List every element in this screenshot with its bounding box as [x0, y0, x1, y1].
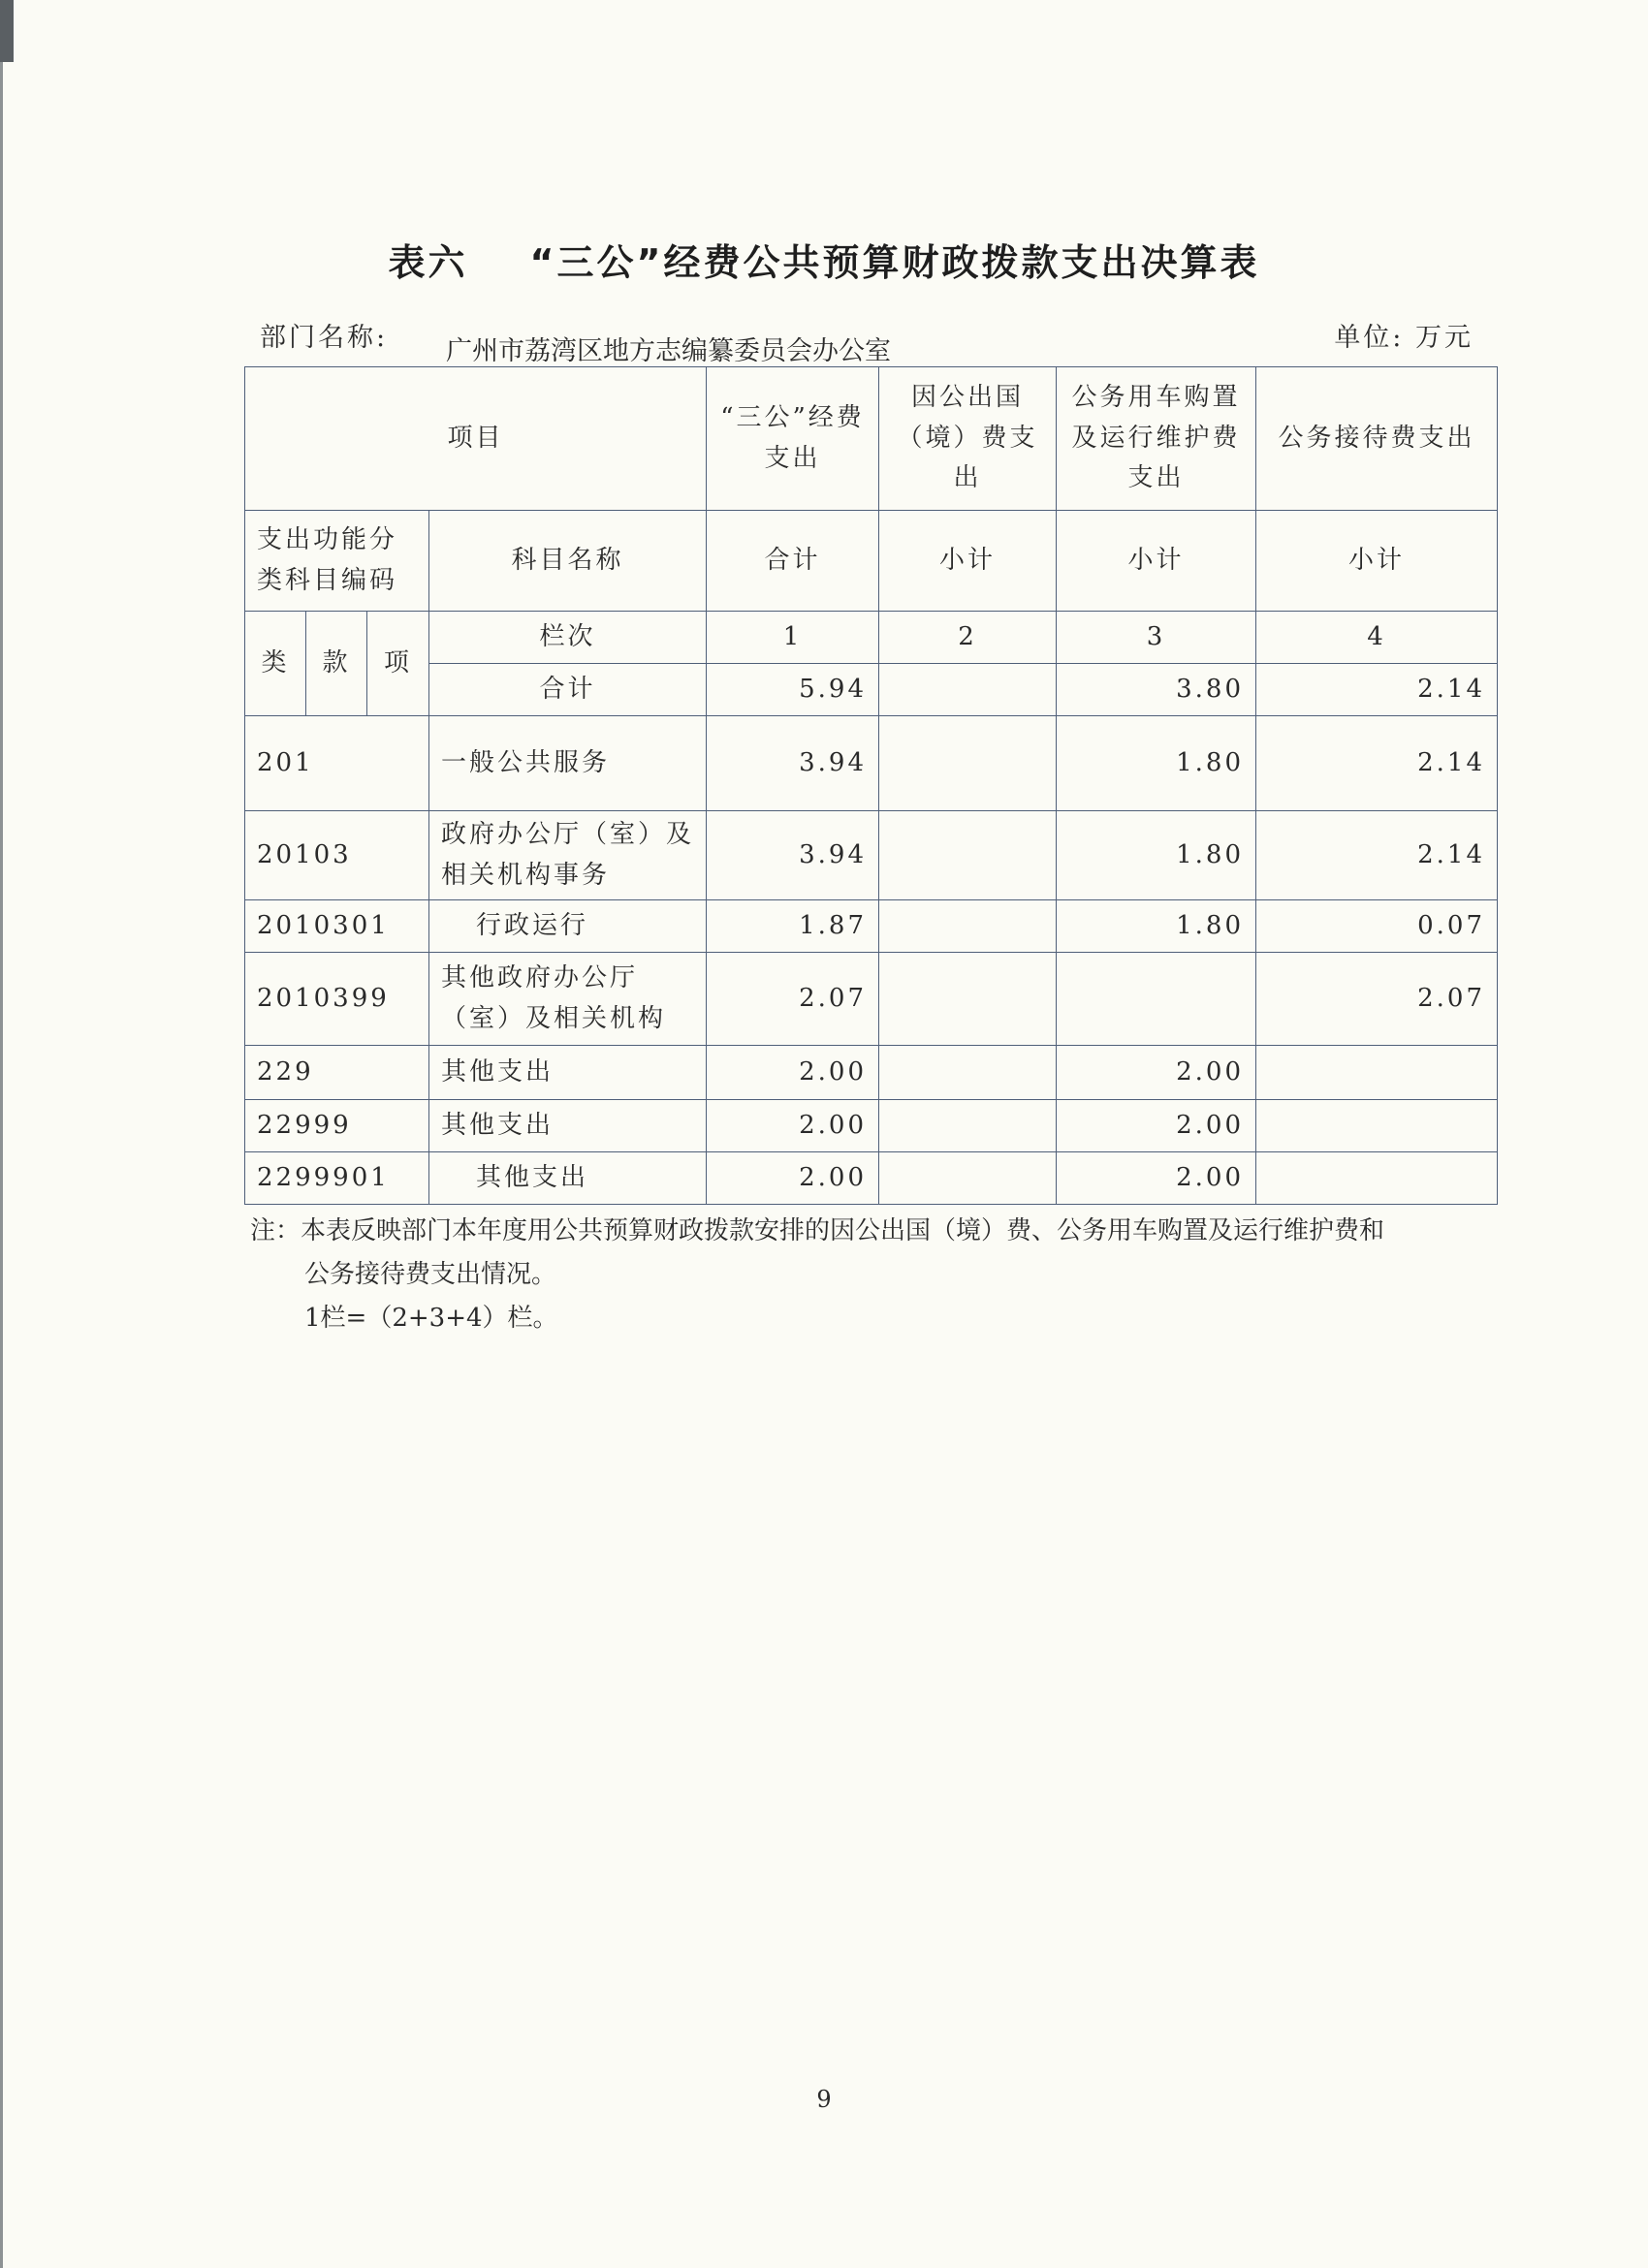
header-func-code: 支出功能分类科目编码: [245, 511, 429, 612]
header-row-1: [245, 367, 1498, 511]
row-c4: 0.07: [1256, 900, 1498, 953]
row-c4: 2.07: [1256, 953, 1498, 1046]
column-number-4: 4: [1256, 612, 1498, 664]
title-text: “三公”经费公共预算财政拨款支出决算表: [529, 241, 1260, 284]
department-name: 广州市荔湾区地方志编纂委员会办公室: [446, 336, 891, 366]
row-c1: 2.00: [707, 1152, 879, 1205]
row-c4: [1256, 1152, 1498, 1205]
header-sub4: 小计: [1256, 511, 1498, 612]
row-name: 其他支出: [429, 1046, 707, 1100]
row-c3: 2.00: [1057, 1046, 1256, 1100]
row-code: 22999: [245, 1100, 429, 1152]
header-col1: “三公”经费支出: [707, 367, 879, 511]
header-col3: 公务用车购置及运行维护费支出: [1057, 367, 1256, 511]
row-c2: [879, 716, 1057, 811]
header-sub2: 小计: [879, 511, 1057, 612]
row-name: 政府办公厅（室）及相关机构事务: [429, 811, 707, 900]
row-code: 2010301: [245, 900, 429, 953]
row-c3: 1.80: [1057, 900, 1256, 953]
row-c1: 1.87: [707, 900, 879, 953]
row-c3: 2.00: [1057, 1152, 1256, 1205]
row-c3: 1.80: [1057, 716, 1256, 811]
row-c4: [1256, 1046, 1498, 1100]
row-c4: [1256, 1100, 1498, 1152]
row-code: 20103: [245, 811, 429, 900]
table-number: 表六: [388, 241, 468, 284]
row-c4: 2.14: [1256, 716, 1498, 811]
table-row: [245, 1152, 1498, 1205]
row-c2: [879, 1152, 1057, 1205]
row-c4: 2.14: [1256, 811, 1498, 900]
header-col2: 因公出国（境）费支出: [879, 367, 1057, 511]
header-sub1: 合计: [707, 511, 879, 612]
table-row: [245, 1046, 1498, 1100]
row-c3: 2.00: [1057, 1100, 1256, 1152]
header-xiang: 项: [367, 612, 429, 716]
header-sub3: 小计: [1057, 511, 1256, 612]
row-c3: [1057, 953, 1256, 1046]
row-c1: 3.94: [707, 811, 879, 900]
row-name: 一般公共服务: [429, 716, 707, 811]
header-row-2: [245, 511, 1498, 612]
row-c2: [879, 1046, 1057, 1100]
row-name: 行政运行: [429, 900, 707, 953]
table-row: [245, 716, 1498, 811]
column-number-3: 3: [1057, 612, 1256, 664]
header-kuan: 款: [306, 612, 367, 716]
table-notes: [250, 1210, 1491, 1340]
note-line-2: 公务接待费支出情况。: [304, 1260, 557, 1289]
total-row: [245, 664, 1498, 716]
note-line-3: 1栏=（2+3+4）栏。: [304, 1304, 558, 1333]
total-c1: 5.94: [707, 664, 879, 716]
row-c2: [879, 811, 1057, 900]
total-label: 合计: [429, 664, 707, 716]
scan-corner-mark: [0, 0, 14, 62]
row-c1: 2.07: [707, 953, 879, 1046]
row-code: 2010399: [245, 953, 429, 1046]
page-title: [0, 233, 1648, 286]
table-row: [245, 1100, 1498, 1152]
scan-edge: [0, 0, 3, 2268]
total-c2: [879, 664, 1057, 716]
total-c4: 2.14: [1256, 664, 1498, 716]
row-name: 其他支出: [429, 1152, 707, 1205]
note-line-1: 注：本表反映部门本年度用公共预算财政拨款安排的因公出国（境）费、公务用车购置及运行维护费和: [250, 1216, 1385, 1245]
row-c1: 2.00: [707, 1100, 879, 1152]
table-row: [245, 953, 1498, 1046]
table-row: [245, 811, 1498, 900]
column-number-1: 1: [707, 612, 879, 664]
row-name: 其他支出: [429, 1100, 707, 1152]
row-c2: [879, 1100, 1057, 1152]
page-number: 9: [816, 2086, 832, 2113]
header-col4: 公务接待费支出: [1256, 367, 1498, 511]
row-c2: [879, 900, 1057, 953]
row-name: 其他政府办公厅（室）及相关机构: [429, 953, 707, 1046]
header-row-3: [245, 612, 1498, 664]
row-code: 201: [245, 716, 429, 811]
row-code: 229: [245, 1046, 429, 1100]
row-c3: 1.80: [1057, 811, 1256, 900]
column-number-2: 2: [879, 612, 1057, 664]
department-label: 部门名称:: [260, 323, 389, 353]
expenditure-table: [244, 366, 1498, 1205]
row-c1: 3.94: [707, 716, 879, 811]
row-code: 2299901: [245, 1152, 429, 1205]
row-c1: 2.00: [707, 1046, 879, 1100]
unit-label: 单位: 万元: [1334, 323, 1474, 353]
table-row: [245, 900, 1498, 953]
header-subject-name: 科目名称: [429, 511, 707, 612]
row-c2: [879, 953, 1057, 1046]
total-c3: 3.80: [1057, 664, 1256, 716]
header-item: 项目: [245, 367, 707, 511]
header-lanci: 栏次: [429, 612, 707, 664]
header-lei: 类: [245, 612, 306, 716]
